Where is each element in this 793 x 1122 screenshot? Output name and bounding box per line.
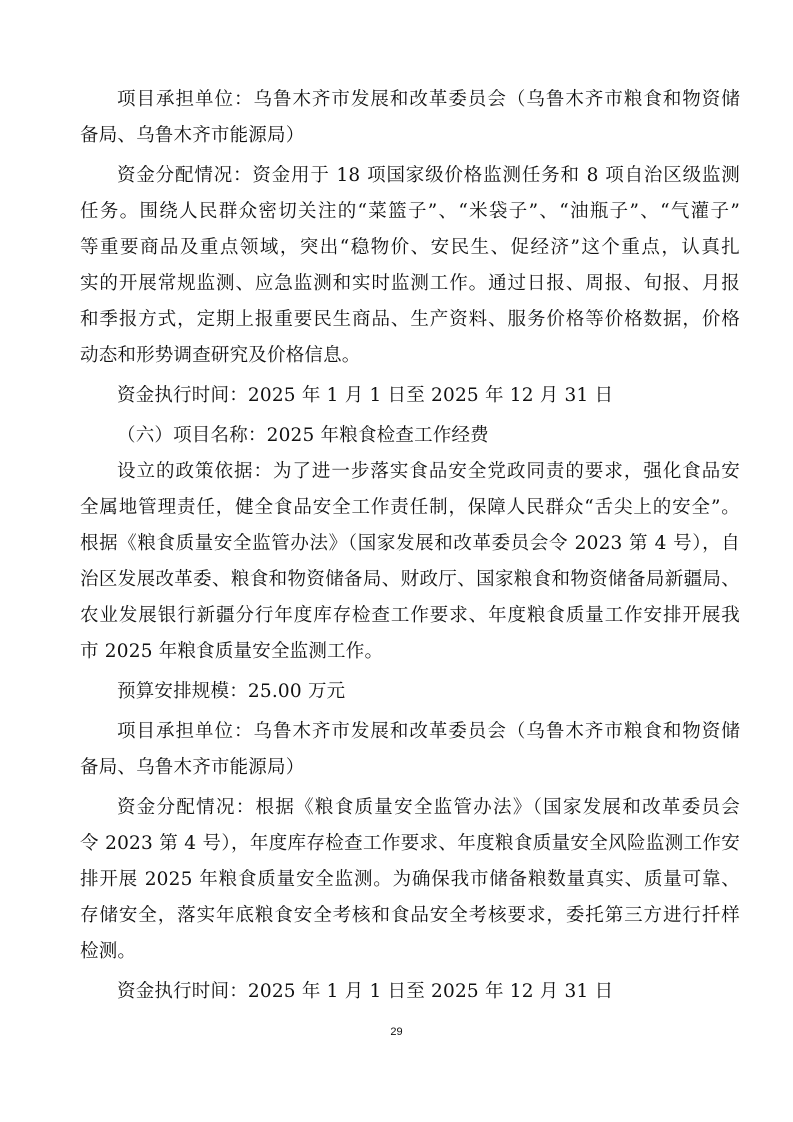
paragraph-8-line-3: 排开展 2025 年粮食质量安全监测。为确保我市储备粮数量真实、质量可靠、 (80, 869, 740, 890)
paragraph-9-line-1: 资金执行时间：2025 年 1 月 1 日至 2025 年 12 月 31 日 (117, 981, 614, 1002)
paragraph-6-line-1: 预算安排规模：25.00 万元 (117, 681, 346, 702)
paragraph-3-line-1: 资金执行时间：2025 年 1 月 1 日至 2025 年 12 月 31 日 (117, 385, 614, 406)
paragraph-2-line-2: 任务。围绕人民群众密切关注的“菜篮子”、“米袋子”、“油瓶子”、“气灌子” (80, 201, 740, 222)
paragraph-2-line-6: 动态和形势调查研究及价格信息。 (80, 345, 361, 366)
paragraph-7-line-2: 备局、乌鲁木齐市能源局） (80, 757, 305, 778)
paragraph-8-line-4: 存储安全，落实年底粮食安全考核和食品安全考核要求，委托第三方进行扦样 (80, 905, 740, 926)
page-number: 29 (390, 1026, 403, 1038)
paragraph-5-line-2: 全属地管理责任，健全食品安全工作责任制，保障人民群众“舌尖上的安全”。 (80, 497, 740, 518)
paragraph-1-line-2: 备局、乌鲁木齐市能源局） (80, 125, 305, 146)
paragraph-2-line-4: 实的开展常规监测、应急监测和实时监测工作。通过日报、周报、旬报、月报 (80, 273, 740, 294)
paragraph-8-line-5: 检测。 (80, 941, 137, 962)
paragraph-8-line-2: 令 2023 第 4 号），年度库存检查工作要求、年度粮食质量安全风险监测工作安 (80, 833, 740, 854)
paragraph-2-line-1: 资金分配情况：资金用于 18 项国家级价格监测任务和 8 项自治区级监测 (117, 165, 740, 186)
paragraph-5-line-4: 治区发展改革委、粮食和物资储备局、财政厅、国家粮食和物资储备局新疆局、 (80, 569, 740, 590)
paragraph-7-line-1: 项目承担单位：乌鲁木齐市发展和改革委员会（乌鲁木齐市粮食和物资储 (117, 721, 740, 742)
paragraph-2-line-3: 等重要商品及重点领域，突出“稳物价、安民生、促经济”这个重点，认真扎 (80, 237, 740, 258)
paragraph-2-line-5: 和季报方式，定期上报重要民生商品、生产资料、服务价格等价格数据，价格 (80, 309, 740, 330)
paragraph-1-line-1: 项目承担单位：乌鲁木齐市发展和改革委员会（乌鲁木齐市粮食和物资储 (117, 89, 740, 110)
paragraph-5-line-3: 根据《粮食质量安全监管办法》（国家发展和改革委员会令 2023 第 4 号），自 (80, 533, 740, 554)
paragraph-5-line-5: 农业发展银行新疆分行年度库存检查工作要求、年度粮食质量工作安排开展我 (80, 605, 740, 626)
paragraph-5-line-6: 市 2025 年粮食质量安全监测工作。 (80, 641, 384, 662)
paragraph-5-line-1: 设立的政策依据：为了进一步落实食品安全党政同责的要求，强化食品安 (117, 461, 740, 482)
section-heading: （六）项目名称：2025 年粮食检查工作经费 (117, 425, 489, 446)
paragraph-8-line-1: 资金分配情况：根据《粮食质量安全监管办法》（国家发展和改革委员会 (117, 797, 740, 818)
